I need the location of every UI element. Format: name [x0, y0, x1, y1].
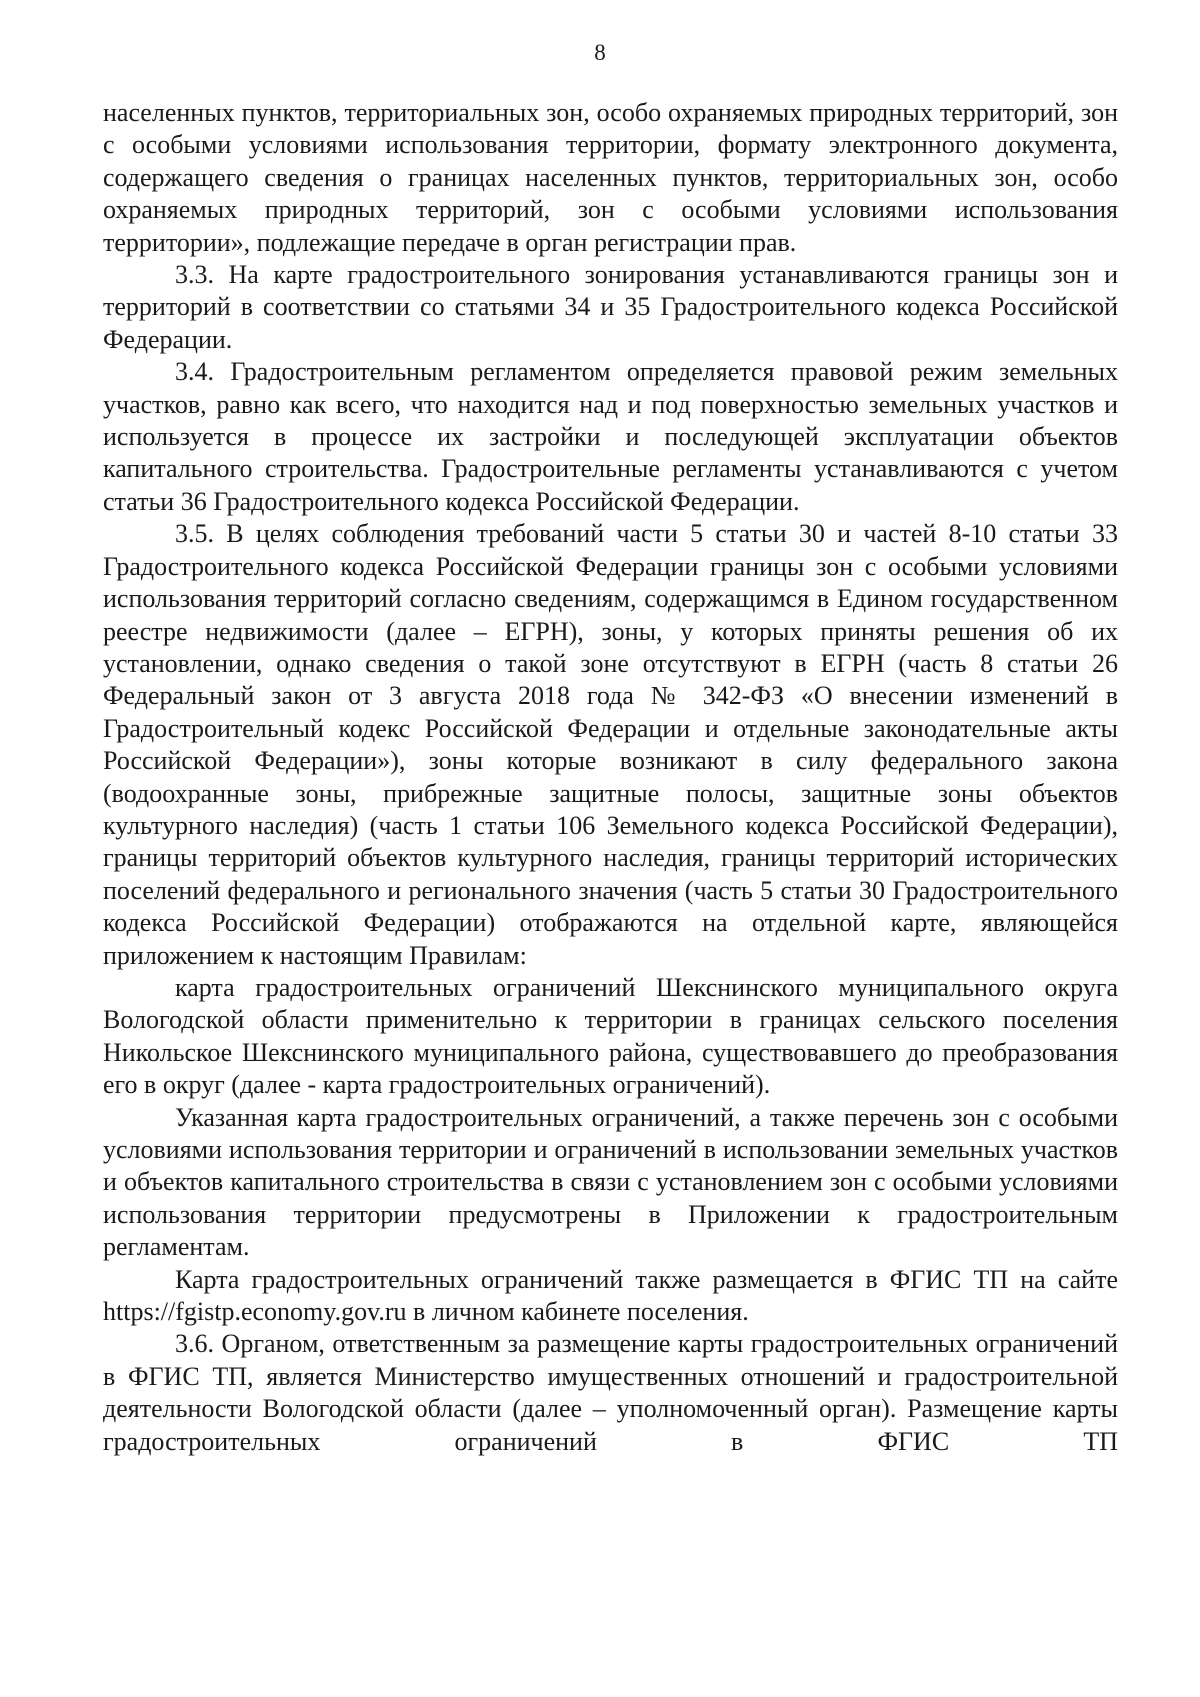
page-number: 8: [594, 40, 606, 65]
paragraph-3-5: 3.5. В целях соблюдения требований части 5 статьи 30 и частей 8-10 статьи 33 Градостроительного кодекса Российской Федерации границы зон с особыми условиями использования территорий согласно сведениям, содержащимся в Едином государственном реестре недвижимости (далее – ЕГРН), зоны, у которых приняты решения об их установлении, однако сведения о такой зоне отсутствуют в ЕГРН (часть 8 статьи 26 Федеральный закон от 3 августа 2018 года № 342-ФЗ «О внесении изменений в Градостроительный кодекс Российской Федерации и отдельные законодательные акты Российской Федерации»), зоны которые возникают в силу федерального закона (водоохранные зоны, прибрежные защитные полосы, защитные зоны объектов культурного наследия) (часть 1 статьи 106 Земельного кодекса Российской Федерации), границы территорий объектов культурного наследия, границы территорий исторических поселений федерального и регионального значения (часть 5 статьи 30 Градостроительного кодекса Российской Федерации) отображаются на отдельной карте, являющейся приложением к настоящим Правилам:: [103, 519, 1118, 970]
paragraph-map-list: Указанная карта градостроительных ограничений, а также перечень зон с особыми условиями использования территории и ограничений в использовании земельных участков и объектов капитального строительства в связи с установлением зон с особыми условиями использования территории предусмотрены в Приложении к градостроительным регламентам.: [103, 1102, 1118, 1262]
paragraph-3-6: 3.6. Органом, ответственным за размещение карты градостроительных ограничений в ФГИС ТП, является Министерство имущественных отношений и градостроительной деятельности Вологодской области (далее – уполномоченный орган). Размещение карты градостроительных ограничений в ФГИС ТП: [103, 1329, 1118, 1456]
paragraph-map-item: карта градостроительных ограничений Шекснинского муниципального округа Вологодской области применительно к территории в границах сельского поселения Никольское Шекснинского муниципального района, существовавшего до преобразования его в округ (далее - карта градостроительных ограничений).: [103, 972, 1118, 1100]
paragraph-3-4: 3.4. Градостроительным регламентом определяется правовой режим земельных участков, равно как всего, что находится над и под поверхностью земельных участков и используется в процессе их застройки и последующей эксплуатации объектов капитального строительства. Градостроительные регламенты устанавливаются с учетом статьи 36 Градостроительного кодекса Российской Федерации.: [103, 357, 1118, 516]
scan-artifact: [1058, 1679, 1178, 1693]
paragraph-fgis-site: Карта градостроительных ограничений также размещается в ФГИС ТП на сайте https://fgistp.economy.gov.ru в личном кабинете поселения.: [103, 1264, 1118, 1327]
document-body: [103, 97, 1118, 1458]
paragraph-3-3: 3.3. На карте градостроительного зонирования устанавливаются границы зон и территорий в соответствии со статьями 34 и 35 Градостроительного кодекса Российской Федерации.: [103, 260, 1118, 354]
paragraph-continuation: населенных пунктов, территориальных зон, особо охраняемых природных территорий, зон с особыми условиями использования территории, формату электронного документа, содержащего сведения о границах населенных пунктов, территориальных зон, особо охраняемых природных территорий, зон с особыми условиями использования территории», подлежащие передаче в орган регистрации прав.: [103, 98, 1118, 257]
